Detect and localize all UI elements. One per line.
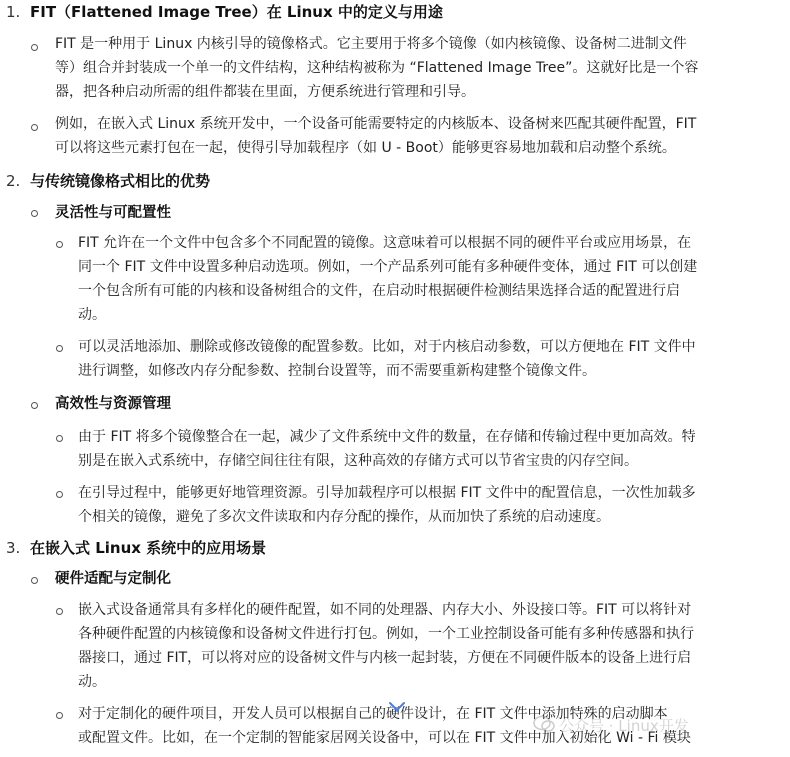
list-item: 在引导过程中，能够更好地管理资源。引导加载程序可以根据 FIT 文件中的配置信息，一次性加载多 个相关的镜像，避免了多次文件读取和内存分配的操作，从而加快了系统的启动速度。 xyxy=(78,485,696,525)
list-item: 对于定制化的硬件项目，开发人员可以根据自己的硬件设计，在 FIT 文件中添加特殊的启动脚本 或配置文件。比如，在一个定制的智能家居网关设备中，可以在 FIT 文件中加入初始化 Wi - Fi 模块 xyxy=(78,706,691,746)
section-number: 3. xyxy=(6,539,21,557)
hollow-bullet-icon xyxy=(56,712,63,719)
hollow-bullet-icon xyxy=(31,124,38,131)
hollow-bullet-icon xyxy=(56,608,63,615)
list-item: FIT 允许在一个文件中包含多个不同配置的镜像。这意味着可以根据不同的硬件平台或应用场景，在 同一个 FIT 文件中设置多种启动选项。例如，一个产品系列可能有多种硬件变体，通过 FIT 可以创建 一个包含所有可能的内核和设备树组合的文件，在启动时根据硬件检测结果选择合适的配置进行启 动。 xyxy=(78,235,698,323)
hollow-bullet-icon xyxy=(31,44,38,51)
hollow-bullet-icon xyxy=(31,402,38,409)
list-item: 可以灵活地添加、删除或修改镜像的配置参数。比如，对于内核启动参数，可以方便地在 FIT 文件中 进行调整，如修改内存分配参数、控制台设置等，而不需要重新构建整个镜像文件。 xyxy=(78,339,696,379)
list-item: 例如，在嵌入式 Linux 系统开发中，一个设备可能需要特定的内核版本、设备树来匹配其硬件配置，FIT 可以将这些元素打包在一起，使得引导加载程序（如 U - Boot）能够更容易地加载和启动整个系统。 xyxy=(55,116,697,156)
subsection-title: 硬件适配与定制化 xyxy=(55,571,171,587)
section-number: 2. xyxy=(6,172,21,190)
hollow-bullet-icon xyxy=(31,210,38,217)
hollow-bullet-icon xyxy=(56,345,63,352)
list-item: 由于 FIT 将多个镜像整合在一起，减少了文件系统中文件的数量，在存储和传输过程中更加高效。特 别是在嵌入式系统中，存储空间往往有限，这种高效的存储方式可以节省宝贵的闪存空间。 xyxy=(78,429,696,469)
hollow-bullet-icon xyxy=(56,435,63,442)
chevron-down-icon[interactable] xyxy=(388,700,406,714)
list-item: 嵌入式设备通常具有多样化的硬件配置，如不同的处理器、内存大小、外设接口等。FIT 可以将针对 各种硬件配置的内核镜像和设备树文件进行打包。例如，一个工业控制设备可能有多种传感器和执行 器接口，通过 FIT，可以将对应的设备树文件与内核一起封装，方便在不同硬件版本的设备上进行启 动。 xyxy=(78,602,694,690)
hollow-bullet-icon xyxy=(56,241,63,248)
subsection-title: 灵活性与可配置性 xyxy=(55,205,171,221)
section-title: 在嵌入式 Linux 系统中的应用场景 xyxy=(30,539,267,557)
hollow-bullet-icon xyxy=(31,577,38,584)
section-title: FIT（Flattened Image Tree）在 Linux 中的定义与用途 xyxy=(30,3,443,21)
hollow-bullet-icon xyxy=(56,491,63,498)
section-number: 1. xyxy=(6,3,21,21)
subsection-title: 高效性与资源管理 xyxy=(55,396,171,412)
section-title: 与传统镜像格式相比的优势 xyxy=(30,172,211,190)
watermark-text: 公众号 · Linux开发 xyxy=(559,717,689,735)
list-item: FIT 是一种用于 Linux 内核引导的镜像格式。它主要用于将多个镜像（如内核镜像、设备树二进制文件 等）组合并封装成一个单一的文件结构，这种结构被称为 “Flattened Image Tree”。这就好比是一个容 器，把各种启动所需的组件都装在里面，方便系统进行管理和引导。 xyxy=(55,36,699,100)
